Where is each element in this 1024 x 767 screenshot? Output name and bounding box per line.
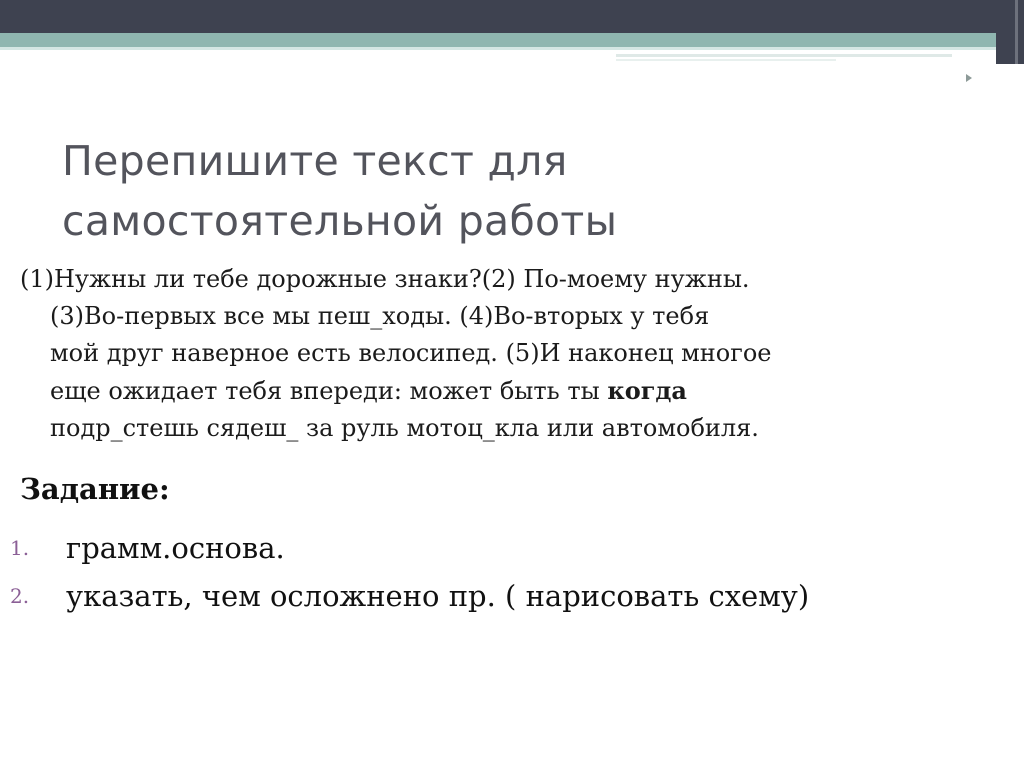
passage-line: (3)Во-первых все мы пеш_ходы. (4)Во-вторых у тебя xyxy=(50,302,710,330)
list-item xyxy=(0,572,1010,620)
passage-text: еще ожидает тебя впереди: может быть ты xyxy=(50,377,608,405)
header-band-dark xyxy=(0,0,1024,33)
passage-line xyxy=(20,335,1010,372)
slide-title xyxy=(62,131,962,251)
list-item xyxy=(0,524,1010,572)
exercise-passage xyxy=(20,261,1010,447)
task-heading: Задание: xyxy=(20,472,170,506)
corner-block-stripe xyxy=(1015,0,1018,64)
decor-line xyxy=(616,59,836,61)
corner-block xyxy=(996,0,1024,64)
task-list xyxy=(0,524,1010,620)
list-item-number: 2. xyxy=(10,584,30,608)
passage-line: (1)Нужны ли тебе дорожные знаки?(2) По-моему нужны. xyxy=(20,265,750,293)
slide-title-line: самостоятельной работы xyxy=(62,197,618,245)
passage-line: подр_стешь сядеш_ за руль мотоц_кла или автомобиля. xyxy=(50,414,759,442)
list-item-text: указать, чем осложнено пр. ( нарисовать схему) xyxy=(66,579,810,613)
passage-text: мой друг наверное есть велосипед. (5)И наконец многое xyxy=(50,339,772,367)
list-item-text: грамм.основа. xyxy=(66,531,285,565)
slide-title-line: Перепишите текст для xyxy=(62,137,568,185)
decor-line xyxy=(616,54,952,57)
corner-arrow-icon xyxy=(966,74,972,82)
header-band-highlight xyxy=(0,47,1024,50)
passage-bold-word: когда xyxy=(607,376,687,405)
passage-line xyxy=(20,372,1010,410)
list-item-number: 1. xyxy=(10,536,30,560)
header-band-teal xyxy=(0,33,1024,47)
